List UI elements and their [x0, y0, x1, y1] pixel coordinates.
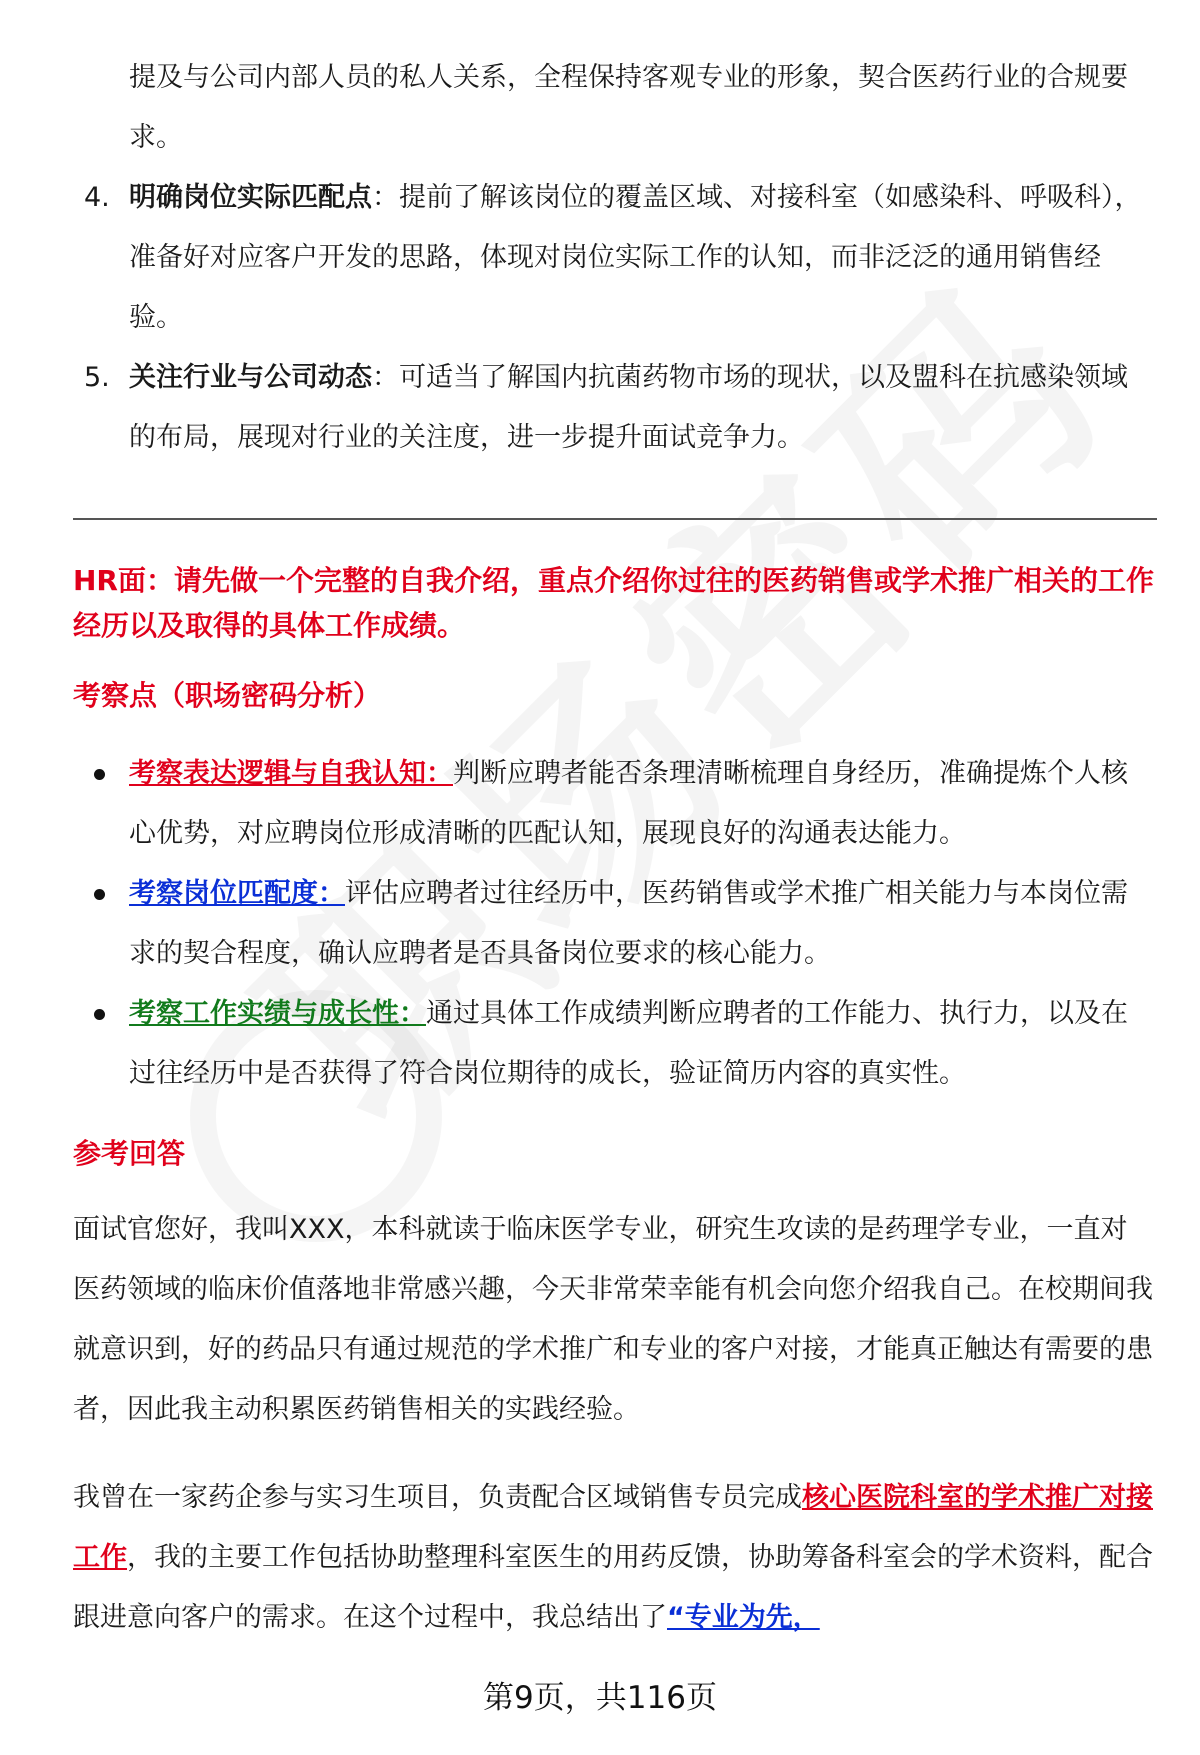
- item-number: 5.: [84, 362, 110, 393]
- focus-item-2: [94, 864, 1144, 984]
- bullet-dot: [94, 769, 105, 780]
- answer-paragraph-1: 面试官您好，我叫XXX，本科就读于临床医学专业，研究生攻读的是药理学专业，一直对医药领域的临床价值落地非常感兴趣，今天非常荣幸能有机会向您介绍我自己。在校期间我就意识到，好的药品只有通过规范的学术推广和专业的客户对接，才能真正触达有需要的患者，因此我主动积累医药销售相关的实践经验。: [73, 1214, 1153, 1425]
- item-title: 明确岗位实际匹配点: [129, 182, 372, 213]
- focus-title: 考察点（职场密码分析）: [73, 679, 382, 712]
- paragraph-text: ，我的主要工作包括协助整理科室医生的用药反馈，协助筹备科室会的学术资料，配合跟进意向客户的需求。在这个过程中，我总结出了: [73, 1542, 1153, 1633]
- highlight-text: “专业为先，: [667, 1602, 820, 1633]
- page-footer: 第9页，共116页: [483, 1680, 717, 1716]
- item-text: ：可适当了解国内抗菌药物市场的现状，以及盟科在抗感染领域的布局，展现对行业的关注度，进一步提升面试竞争力。: [129, 362, 1128, 453]
- focus-key: 考察工作实绩与成长性：: [129, 998, 426, 1029]
- focus-text: 通过具体工作成绩判断应聘者的工作能力、执行力，以及在过往经历中是否获得了符合岗位期待的成长，验证简历内容的真实性。: [129, 998, 1128, 1089]
- list-item-continuation: 提及与公司内部人员的私人关系，全程保持客观专业的形象，契合医药行业的合规要求。: [129, 62, 1128, 153]
- focus-key: 考察岗位匹配度：: [129, 878, 345, 909]
- bullet-dot: [94, 1009, 105, 1020]
- bullet-dot: [94, 889, 105, 900]
- answer-title: 参考回答: [73, 1137, 186, 1170]
- hr-question: HR面：请先做一个完整的自我介绍，重点介绍你过往的医药销售或学术推广相关的工作经历以及取得的具体工作成绩。: [73, 564, 1154, 642]
- paragraph-text: 我曾在一家药企参与实习生项目，负责配合区域销售专员完成: [73, 1482, 802, 1513]
- item-title: 关注行业与公司动态: [129, 362, 372, 393]
- focus-text: 评估应聘者过往经历中，医药销售或学术推广相关能力与本岗位需求的契合程度，确认应聘者是否具备岗位要求的核心能力。: [129, 878, 1128, 969]
- focus-text: 判断应聘者能否条理清晰梳理自身经历，准确提炼个人核心优势，对应聘岗位形成清晰的匹配认知，展现良好的沟通表达能力。: [129, 758, 1128, 849]
- numbered-item-5: [84, 348, 1144, 468]
- focus-item-3: [94, 984, 1144, 1104]
- numbered-item-4: [84, 168, 1144, 348]
- item-text: ：提前了解该岗位的覆盖区域、对接科室（如感染科、呼吸科），准备好对应客户开发的思路，体现对岗位实际工作的认知，而非泛泛的通用销售经验。: [129, 182, 1142, 333]
- focus-key: 考察表达逻辑与自我认知：: [129, 758, 453, 789]
- highlight-text: 核心医院科室的学术推广对接工作: [73, 1482, 1153, 1573]
- item-number: 4.: [84, 182, 110, 213]
- answer-paragraph-2: [73, 1468, 1153, 1648]
- focus-item-1: [94, 744, 1144, 864]
- section-divider: [73, 518, 1157, 520]
